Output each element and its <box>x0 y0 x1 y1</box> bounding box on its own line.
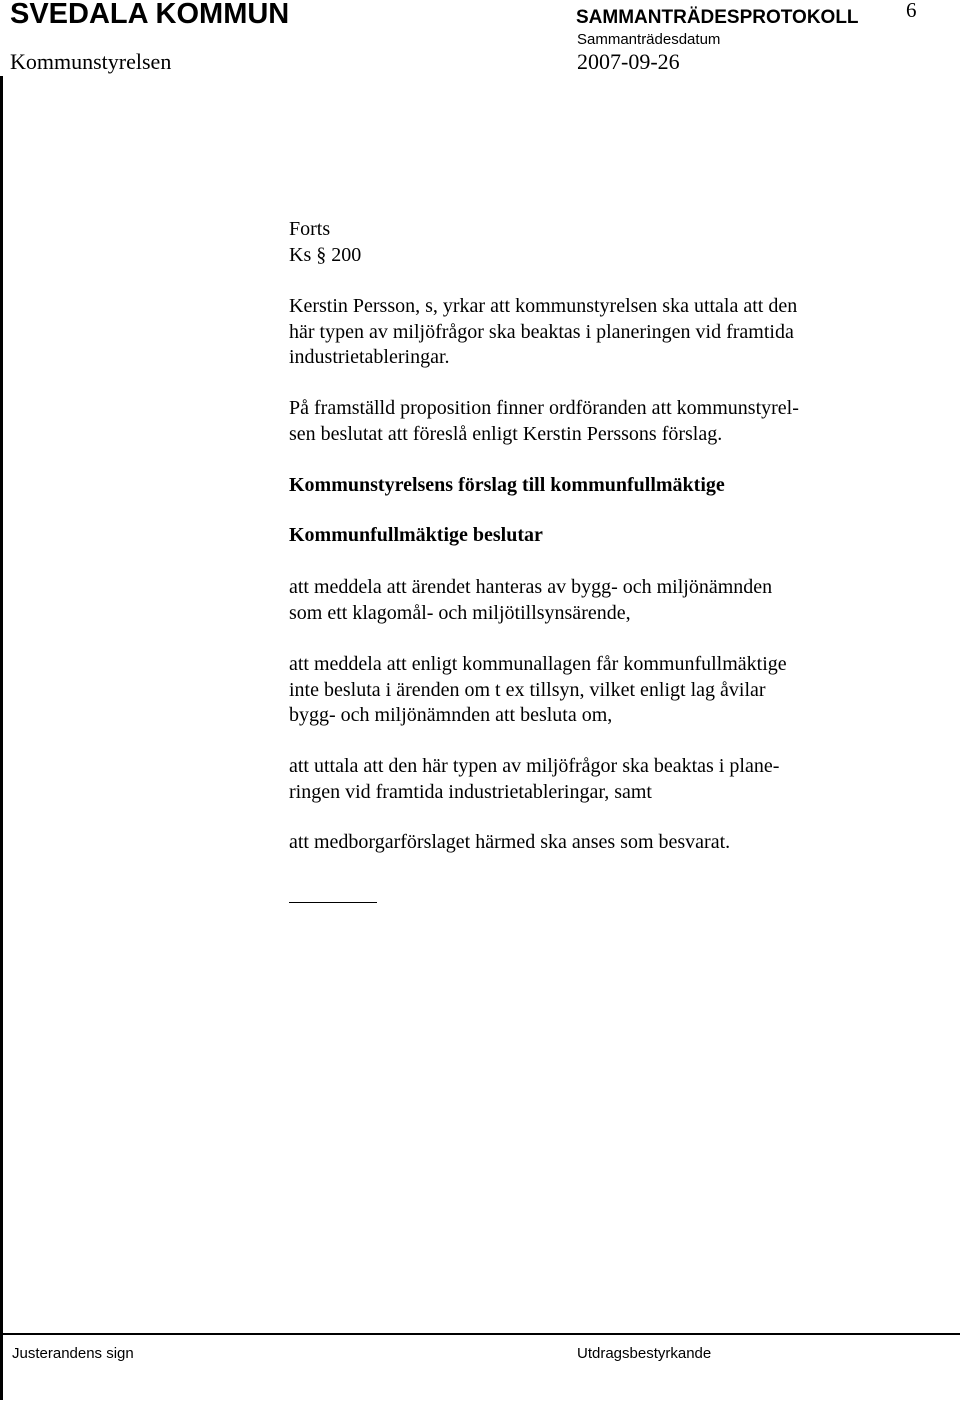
paragraph-line: På framställd proposition finner ordföranden att kommunstyrel- <box>289 397 799 419</box>
certification-label: Utdragsbestyrkande <box>577 1345 712 1362</box>
section-end-rule <box>289 902 377 903</box>
decision-heading: Kommunfullmäktige beslutar <box>289 524 543 546</box>
governing-body: Kommunstyrelsen <box>10 49 172 74</box>
paragraph-line: inte besluta i ärenden om t ex tillsyn, vilket enligt lag åvilar <box>289 678 766 701</box>
paragraph-line: bygg- och miljönämnden att besluta om, <box>289 704 613 726</box>
meeting-date: 2007-09-26 <box>577 49 680 74</box>
decision-item <box>289 575 772 626</box>
signature-label: Justerandens sign <box>12 1345 134 1362</box>
paragraph-line: att uttala att den här typen av miljöfrågor ska beaktas i plane- <box>289 755 780 777</box>
document-type: SAMMANTRÄDESPROTOKOLL <box>576 7 859 28</box>
paragraph-line: att meddela att ärendet hanteras av bygg- och miljönämnden <box>289 576 773 598</box>
paragraph-line: här typen av miljöfrågor ska beaktas i planeringen vid framtida <box>289 320 794 343</box>
motion-paragraph <box>289 294 797 371</box>
paragraph-line: sen beslutat att föreslå enligt Kerstin Perssons förslag. <box>289 422 723 445</box>
left-margin-rule <box>0 76 3 1400</box>
proposition-paragraph <box>289 396 799 447</box>
meeting-date-label: Sammanträdesdatum <box>577 31 721 48</box>
footer-rule <box>0 1333 960 1335</box>
paragraph-line: ringen vid framtida industrietableringar, samt <box>289 780 652 803</box>
decision-item <box>289 754 779 805</box>
paragraph-line: att medborgarförslaget härmed ska anses som besvarat. <box>289 831 731 853</box>
proposal-heading: Kommunstyrelsens förslag till kommunfullmäktige <box>289 474 725 496</box>
decision-item <box>289 652 787 729</box>
case-reference: Ks § 200 <box>289 243 362 266</box>
paragraph-line: Kerstin Persson, s, yrkar att kommunstyrelsen ska uttala att den <box>289 295 798 317</box>
continuation-block <box>289 217 361 268</box>
paragraph-line: att meddela att enligt kommunallagen får kommunfullmäktige <box>289 653 787 675</box>
decision-item <box>289 830 730 856</box>
organization-name: SVEDALA KOMMUN <box>10 0 290 30</box>
forts-label: Forts <box>289 218 331 240</box>
page-number: 6 <box>906 0 917 22</box>
paragraph-line: som ett klagomål- och miljötillsynsärende, <box>289 601 631 624</box>
paragraph-line: industrietableringar. <box>289 346 450 368</box>
